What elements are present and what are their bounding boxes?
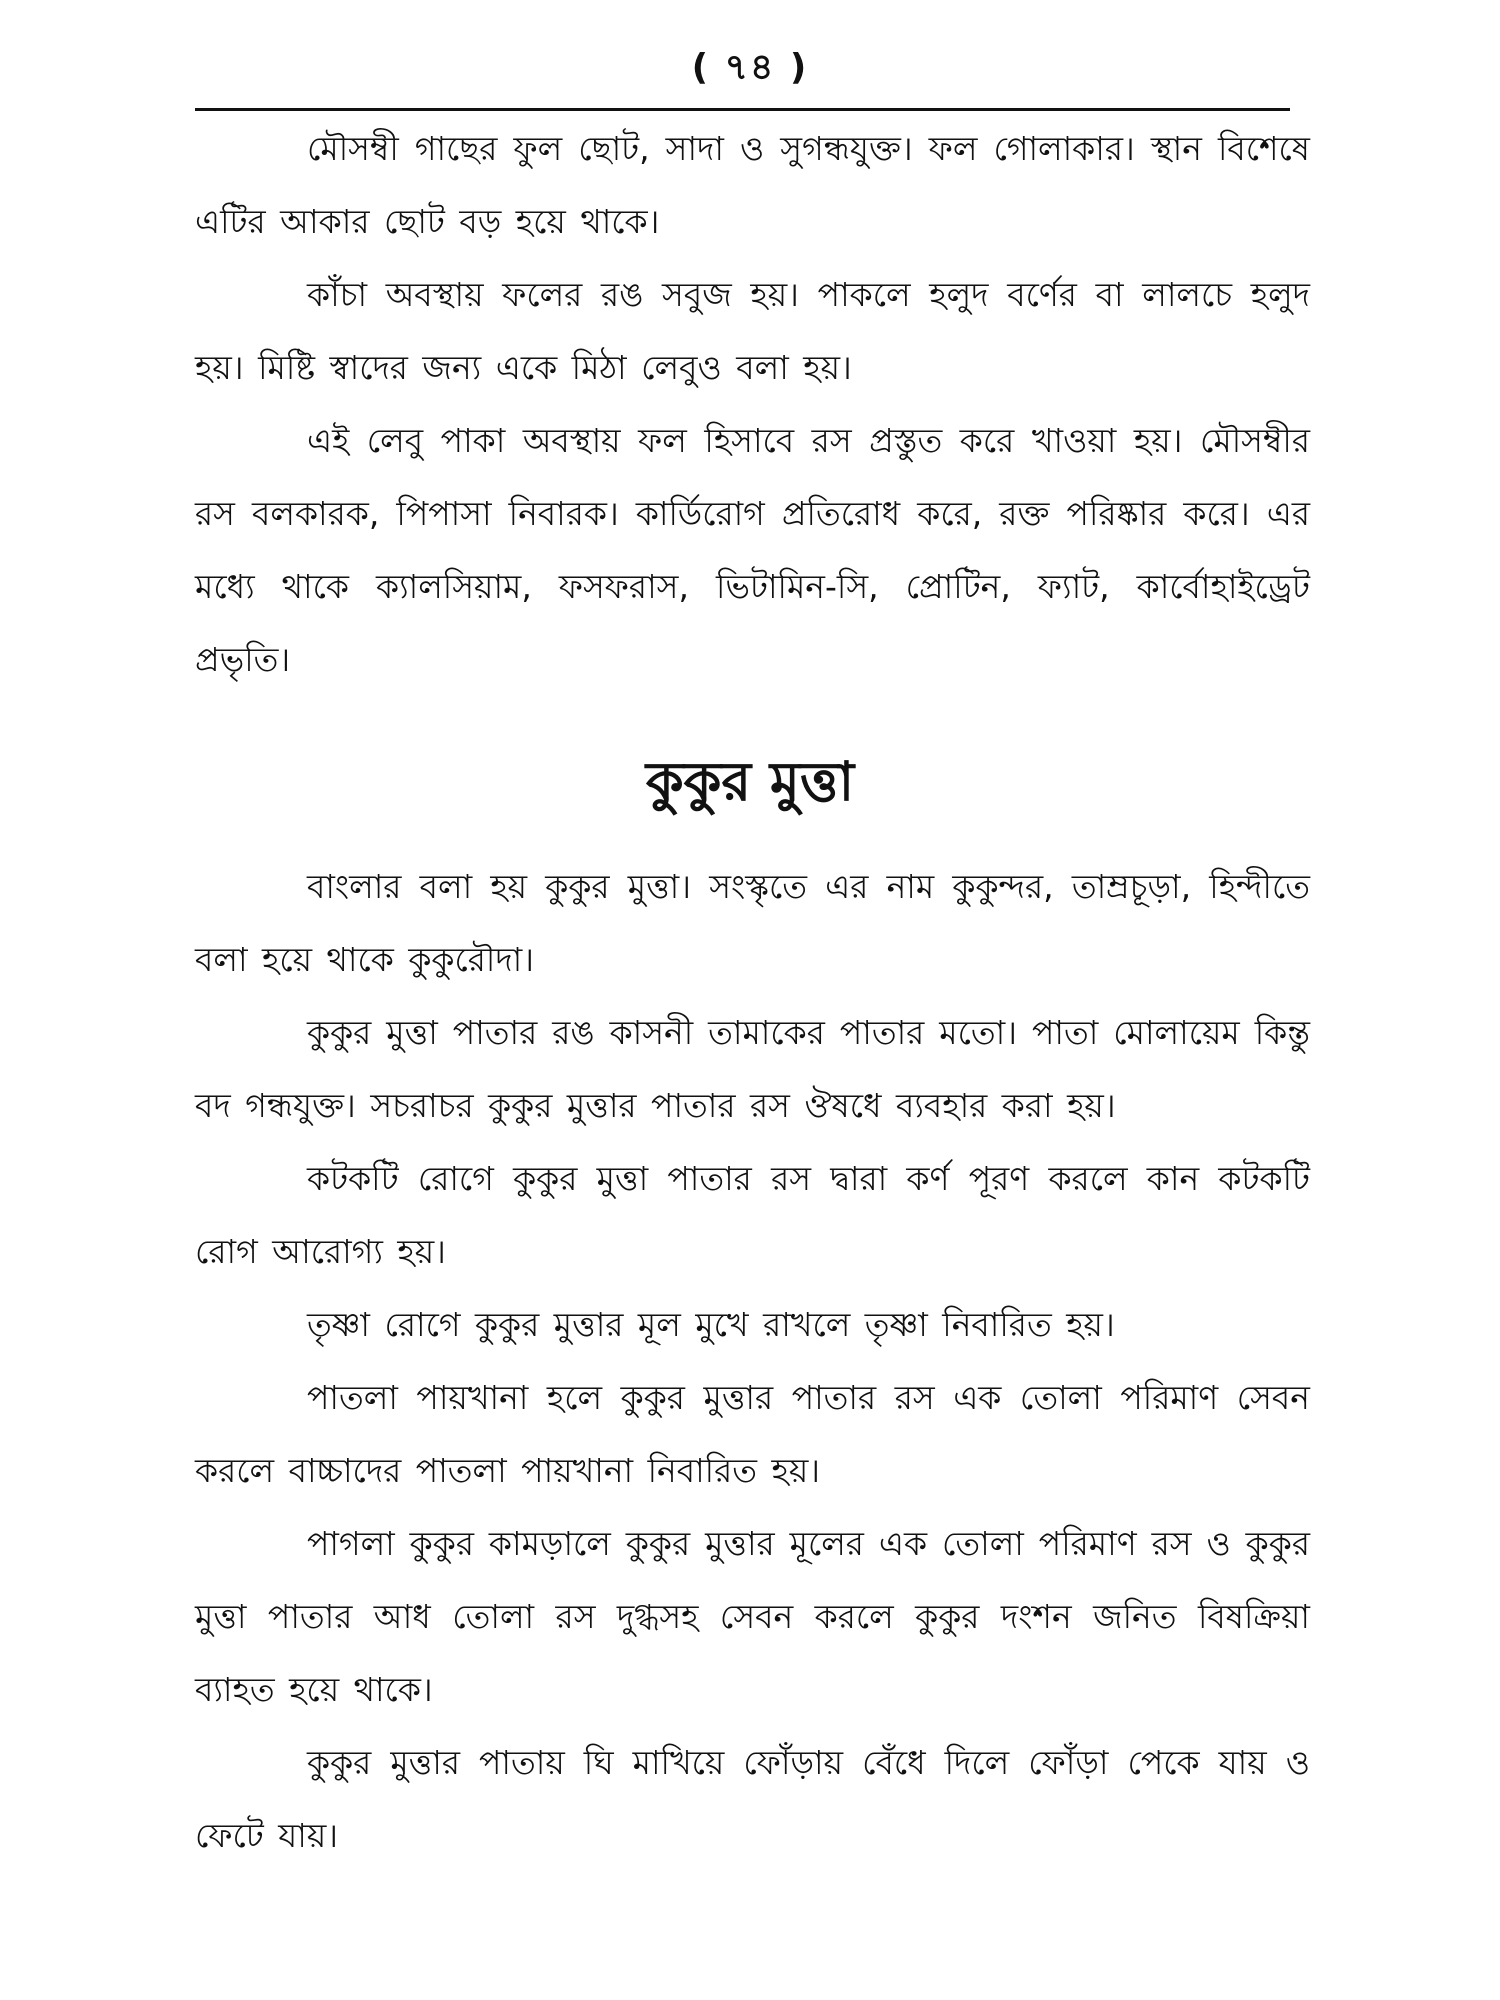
header-rule <box>195 108 1290 111</box>
paragraph: মৌসম্বী গাছের ফুল ছোট, সাদা ও সুগন্ধযুক্ত। ফল গোলাকার। স্থান বিশেষে এটির আকার ছোট বড় হয়ে থাকে। <box>195 129 1310 241</box>
paragraph: পাগলা কুকুর কামড়ালে কুকুর মুত্তার মূলের এক তোলা পরিমাণ রস ও কুকুর মুত্তা পাতার আধ তোলা রস দুগ্ধসহ সেবন করলে কুকুর দংশন জনিত বিষক্রিয়া ব্যাহত হয়ে থাকে। <box>195 1524 1310 1709</box>
paragraph: কুকুর মুত্তার পাতায় ঘি মাখিয়ে ফোঁড়ায় বেঁধে দিলে ফোঁড়া পেকে যায় ও ফেটে যায়। <box>195 1743 1310 1855</box>
paragraph: তৃষ্ণা রোগে কুকুর মুত্তার মূল মুখে রাখলে তৃষ্ণা নিবারিত হয়। <box>307 1305 1115 1344</box>
paragraph: কটকটি রোগে কুকুর মুত্তা পাতার রস দ্বারা কর্ণ পূরণ করলে কান কটকটি রোগ আরোগ্য হয়। <box>195 1159 1310 1271</box>
section-body <box>195 850 1310 1872</box>
page-number: ( ৭৪ ) <box>691 47 809 88</box>
section-heading: কুকুর মুত্তা <box>645 750 855 813</box>
paragraph: বাংলার বলা হয় কুকুর মুত্তা। সংস্কৃতে এর নাম কুকুন্দর, তাম্রচূড়া, হিন্দীতে বলা হয়ে থাকে কুকুরৌদা। <box>195 867 1310 979</box>
paragraph: পাতলা পায়খানা হলে কুকুর মুত্তার পাতার রস এক তোলা পরিমাণ সেবন করলে বাচ্চাদের পাতলা পায়খানা নিবারিত হয়। <box>195 1378 1310 1490</box>
paragraph: এই লেবু পাকা অবস্থায় ফল হিসাবে রস প্রস্তুত করে খাওয়া হয়। মৌসম্বীর রস বলকারক, পিপাসা নিবারক। কার্ডিরোগ প্রতিরোধ করে, রক্ত পরিষ্কার করে। এর মধ্যে থাকে ক্যালসিয়াম, ফসফরাস, ভিটামিন-সি, প্রোটিন, ফ্যাট, কার্বোহাইড্রেট প্রভৃতি। <box>195 421 1310 679</box>
paragraph: কুকুর মুত্তা পাতার রঙ কাসনী তামাকের পাতার মতো। পাতা মোলায়েম কিন্তু বদ গন্ধযুক্ত। সচরাচর কুকুর মুত্তার পাতার রস ঔষধে ব্যবহার করা হয়। <box>195 1013 1310 1125</box>
paragraph: কাঁচা অবস্থায় ফলের রঙ সবুজ হয়। পাকলে হলুদ বর্ণের বা লালচে হলুদ হয়। মিষ্টি স্বাদের জন্য একে মিঠা লেবুও বলা হয়। <box>195 275 1310 387</box>
top-section <box>195 112 1310 696</box>
